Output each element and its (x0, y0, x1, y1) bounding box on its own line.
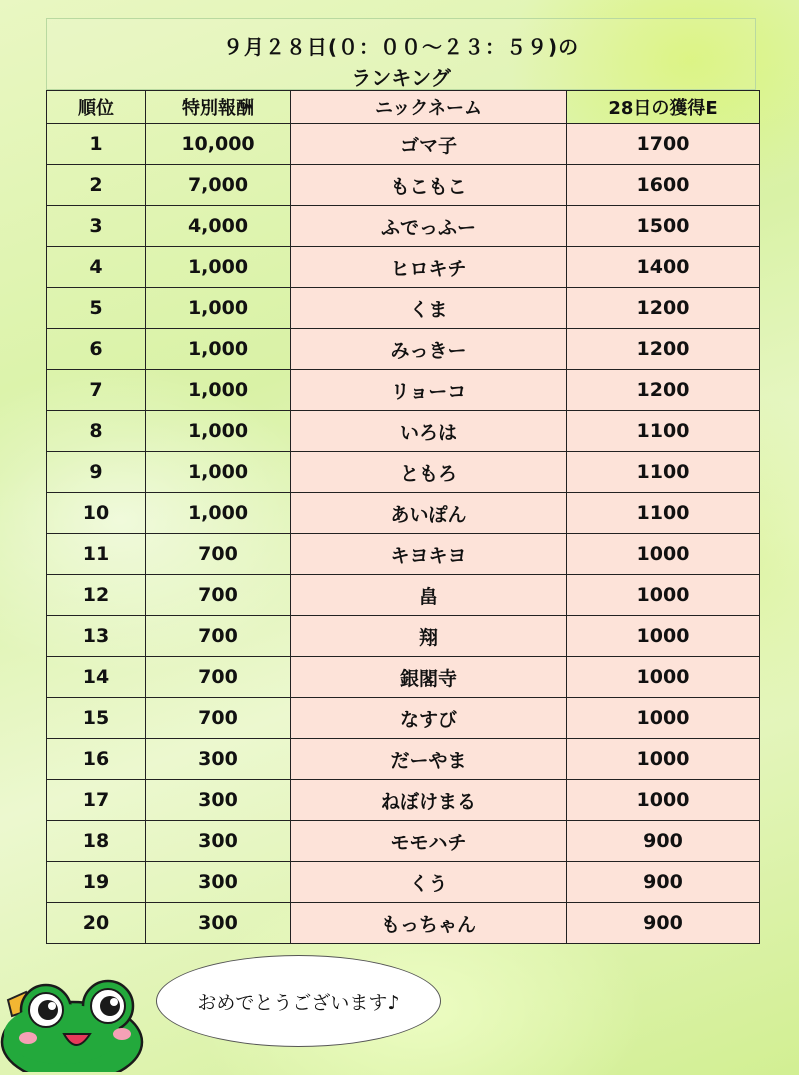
header-earned: 28日の獲得E (567, 91, 760, 124)
reward-cell: 300 (146, 821, 291, 862)
rank-cell: 11 (47, 534, 146, 575)
nickname-cell: ともろ (291, 452, 567, 493)
earned-cell: 1500 (567, 206, 760, 247)
reward-cell: 1,000 (146, 288, 291, 329)
rank-cell: 5 (47, 288, 146, 329)
nickname-cell: なすび (291, 698, 567, 739)
earned-cell: 1400 (567, 247, 760, 288)
rank-cell: 1 (47, 124, 146, 165)
rank-cell: 8 (47, 411, 146, 452)
ranking-table (46, 90, 760, 944)
earned-cell: 1100 (567, 452, 760, 493)
nickname-cell: ヒロキチ (291, 247, 567, 288)
table-row (47, 616, 760, 657)
earned-cell: 1000 (567, 739, 760, 780)
nickname-cell: だーやま (291, 739, 567, 780)
earned-cell: 900 (567, 821, 760, 862)
nickname-cell: 銀閣寺 (291, 657, 567, 698)
earned-cell: 900 (567, 903, 760, 944)
reward-cell: 1,000 (146, 370, 291, 411)
earned-cell: 1000 (567, 657, 760, 698)
header-reward: 特別報酬 (146, 91, 291, 124)
page-title: ９月２８日(０：００～２３：５９)の (222, 35, 580, 59)
rank-cell: 6 (47, 329, 146, 370)
nickname-cell: もこもこ (291, 165, 567, 206)
speech-bubble (156, 955, 441, 1047)
rank-cell: 7 (47, 370, 146, 411)
table-row (47, 698, 760, 739)
rank-cell: 4 (47, 247, 146, 288)
rank-cell: 20 (47, 903, 146, 944)
reward-cell: 300 (146, 862, 291, 903)
earned-cell: 1100 (567, 411, 760, 452)
rank-cell: 16 (47, 739, 146, 780)
nickname-cell: キヨキヨ (291, 534, 567, 575)
rank-cell: 2 (47, 165, 146, 206)
table-row (47, 862, 760, 903)
reward-cell: 1,000 (146, 452, 291, 493)
table-row (47, 739, 760, 780)
table-row (47, 575, 760, 616)
table-row (47, 452, 760, 493)
reward-cell: 300 (146, 739, 291, 780)
earned-cell: 1000 (567, 534, 760, 575)
rank-cell: 17 (47, 780, 146, 821)
rank-cell: 19 (47, 862, 146, 903)
table-row (47, 534, 760, 575)
table-row (47, 329, 760, 370)
table-row (47, 821, 760, 862)
rank-cell: 12 (47, 575, 146, 616)
earned-cell: 1000 (567, 616, 760, 657)
earned-cell: 1200 (567, 288, 760, 329)
ranking-body (47, 124, 760, 944)
nickname-cell: リョーコ (291, 370, 567, 411)
reward-cell: 300 (146, 903, 291, 944)
earned-cell: 1700 (567, 124, 760, 165)
table-row (47, 903, 760, 944)
earned-cell: 1200 (567, 370, 760, 411)
page-subtitle: ランキング (351, 66, 451, 90)
reward-cell: 7,000 (146, 165, 291, 206)
table-row (47, 780, 760, 821)
earned-cell: 1000 (567, 780, 760, 821)
header-nickname: ニックネーム (291, 91, 567, 124)
table-row (47, 247, 760, 288)
header-rank: 順位 (47, 91, 146, 124)
reward-cell: 1,000 (146, 329, 291, 370)
reward-cell: 1,000 (146, 247, 291, 288)
rank-cell: 15 (47, 698, 146, 739)
earned-cell: 1000 (567, 575, 760, 616)
table-row (47, 493, 760, 534)
nickname-cell: ねぼけまる (291, 780, 567, 821)
reward-cell: 700 (146, 698, 291, 739)
table-row (47, 206, 760, 247)
nickname-cell: ゴマ子 (291, 124, 567, 165)
nickname-cell: あいぽん (291, 493, 567, 534)
earned-cell: 1600 (567, 165, 760, 206)
rank-cell: 13 (47, 616, 146, 657)
nickname-cell: みっきー (291, 329, 567, 370)
title-box (46, 18, 756, 90)
speech-bubble-text: おめでとうございます♪ (197, 991, 400, 1014)
reward-cell: 300 (146, 780, 291, 821)
reward-cell: 4,000 (146, 206, 291, 247)
rank-cell: 18 (47, 821, 146, 862)
nickname-cell: くう (291, 862, 567, 903)
table-row (47, 411, 760, 452)
reward-cell: 700 (146, 534, 291, 575)
table-row (47, 124, 760, 165)
earned-cell: 1200 (567, 329, 760, 370)
nickname-cell: モモハチ (291, 821, 567, 862)
table-row (47, 165, 760, 206)
nickname-cell: くま (291, 288, 567, 329)
reward-cell: 700 (146, 575, 291, 616)
nickname-cell: いろは (291, 411, 567, 452)
rank-cell: 9 (47, 452, 146, 493)
nickname-cell: ふでっふー (291, 206, 567, 247)
reward-cell: 700 (146, 616, 291, 657)
earned-cell: 1100 (567, 493, 760, 534)
frog-mascot-icon (0, 972, 160, 1072)
table-row (47, 370, 760, 411)
earned-cell: 900 (567, 862, 760, 903)
reward-cell: 1,000 (146, 493, 291, 534)
reward-cell: 700 (146, 657, 291, 698)
earned-cell: 1000 (567, 698, 760, 739)
nickname-cell: もっちゃん (291, 903, 567, 944)
table-row (47, 288, 760, 329)
nickname-cell: 翔 (291, 616, 567, 657)
nickname-cell: 畠 (291, 575, 567, 616)
rank-cell: 3 (47, 206, 146, 247)
reward-cell: 10,000 (146, 124, 291, 165)
table-row (47, 657, 760, 698)
rank-cell: 10 (47, 493, 146, 534)
table-header-row (47, 91, 760, 124)
reward-cell: 1,000 (146, 411, 291, 452)
rank-cell: 14 (47, 657, 146, 698)
